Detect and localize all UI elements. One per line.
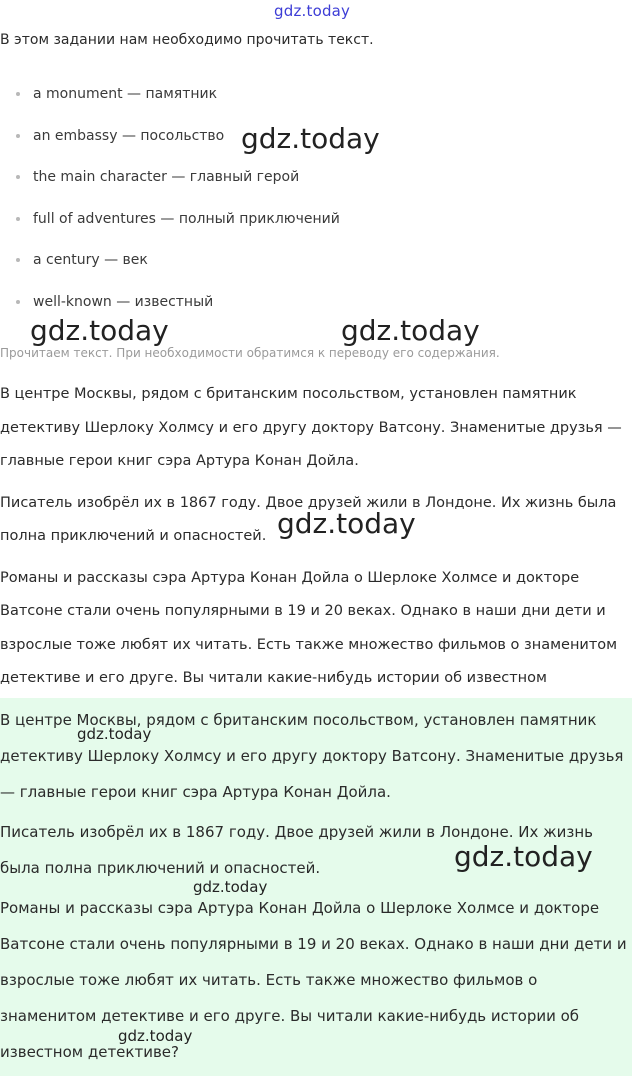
answer-block [0, 702, 632, 1074]
bullet-icon [16, 217, 20, 221]
watermark: gdz.today [277, 507, 416, 540]
answer-paragraph: В центре Москвы, рядом с британским посольством, установлен памятник детективу Шерлоку Холмсу и его другу доктору Ватсону. Знаменитые друзья — главные герои книг сэра Артура Конан Дойла. [0, 711, 624, 801]
watermark: gdz.today [193, 878, 268, 896]
watermark: gdz.today [241, 122, 380, 155]
bullet-icon [16, 134, 20, 138]
watermark: gdz.today [30, 314, 169, 347]
vocabulary-list [0, 80, 632, 330]
bullet-icon [16, 92, 20, 96]
list-item [0, 246, 632, 288]
bullet-icon [16, 258, 20, 262]
list-item [0, 122, 632, 164]
translation-paragraph: Романы и рассказы сэра Артура Конан Дойла о Шерлоке Холмсе и докторе Ватсоне стали очень популярными в 19 и 20 веках. Однако в наши дни дети и взрослые тоже любят их читать. Есть также множество фильмов о знаменитом детективе и его друге. Вы читали какие-нибудь истории об известном [0, 569, 618, 686]
vocab-entry: an embassy — посольство [33, 127, 225, 144]
bullet-icon [16, 300, 20, 304]
bullet-icon [16, 175, 20, 179]
watermark: gdz.today [77, 725, 152, 743]
watermark: gdz.today [454, 840, 593, 873]
vocab-entry: a monument — памятник [33, 86, 218, 102]
read-instruction: Прочитаем текст. При необходимости обратимся к переводу его содержания. [0, 346, 500, 360]
header-watermark: gdz.today [274, 2, 351, 20]
list-item [0, 205, 632, 247]
list-item [0, 80, 632, 122]
vocab-entry: the main character — главный герой [33, 169, 300, 186]
answer-paragraph: Романы и рассказы сэра Артура Конан Дойла о Шерлоке Холмсе и докторе Ватсоне стали очень популярными в 19 и 20 веках. Однако в наши дни дети и взрослые тоже любят их читать. Есть также множество фильмов о знаменитом детективе и его друге. Вы читали какие-нибудь истории об известном детективе? [0, 899, 627, 1061]
vocab-entry: a century — век [33, 252, 148, 269]
list-item [0, 163, 632, 205]
watermark: gdz.today [118, 1027, 193, 1045]
intro-text: В этом задании нам необходимо прочитать текст. [0, 32, 374, 48]
answer-paragraph: Писатель изобрёл их в 1867 году. Двое друзей жили в Лондоне. Их жизнь была полна приключений и опасностей. [0, 823, 594, 877]
list-item [0, 288, 632, 330]
vocab-entry: full of adventures — полный приключений [33, 210, 340, 227]
translation-paragraph: Писатель изобрёл их в 1867 году. Двое друзей жили в Лондоне. Их жизнь была полна приключений и опасностей. [0, 494, 617, 544]
vocab-entry: well-known — известный [33, 293, 214, 310]
translation-block [0, 378, 632, 704]
watermark: gdz.today [341, 314, 480, 347]
translation-paragraph: В центре Москвы, рядом с британским посольством, установлен памятник детективу Шерлоку Холмсу и его другу доктору Ватсону. Знаменитые друзья — главные герои книг сэра Артура Конан Дойла. [0, 386, 622, 469]
